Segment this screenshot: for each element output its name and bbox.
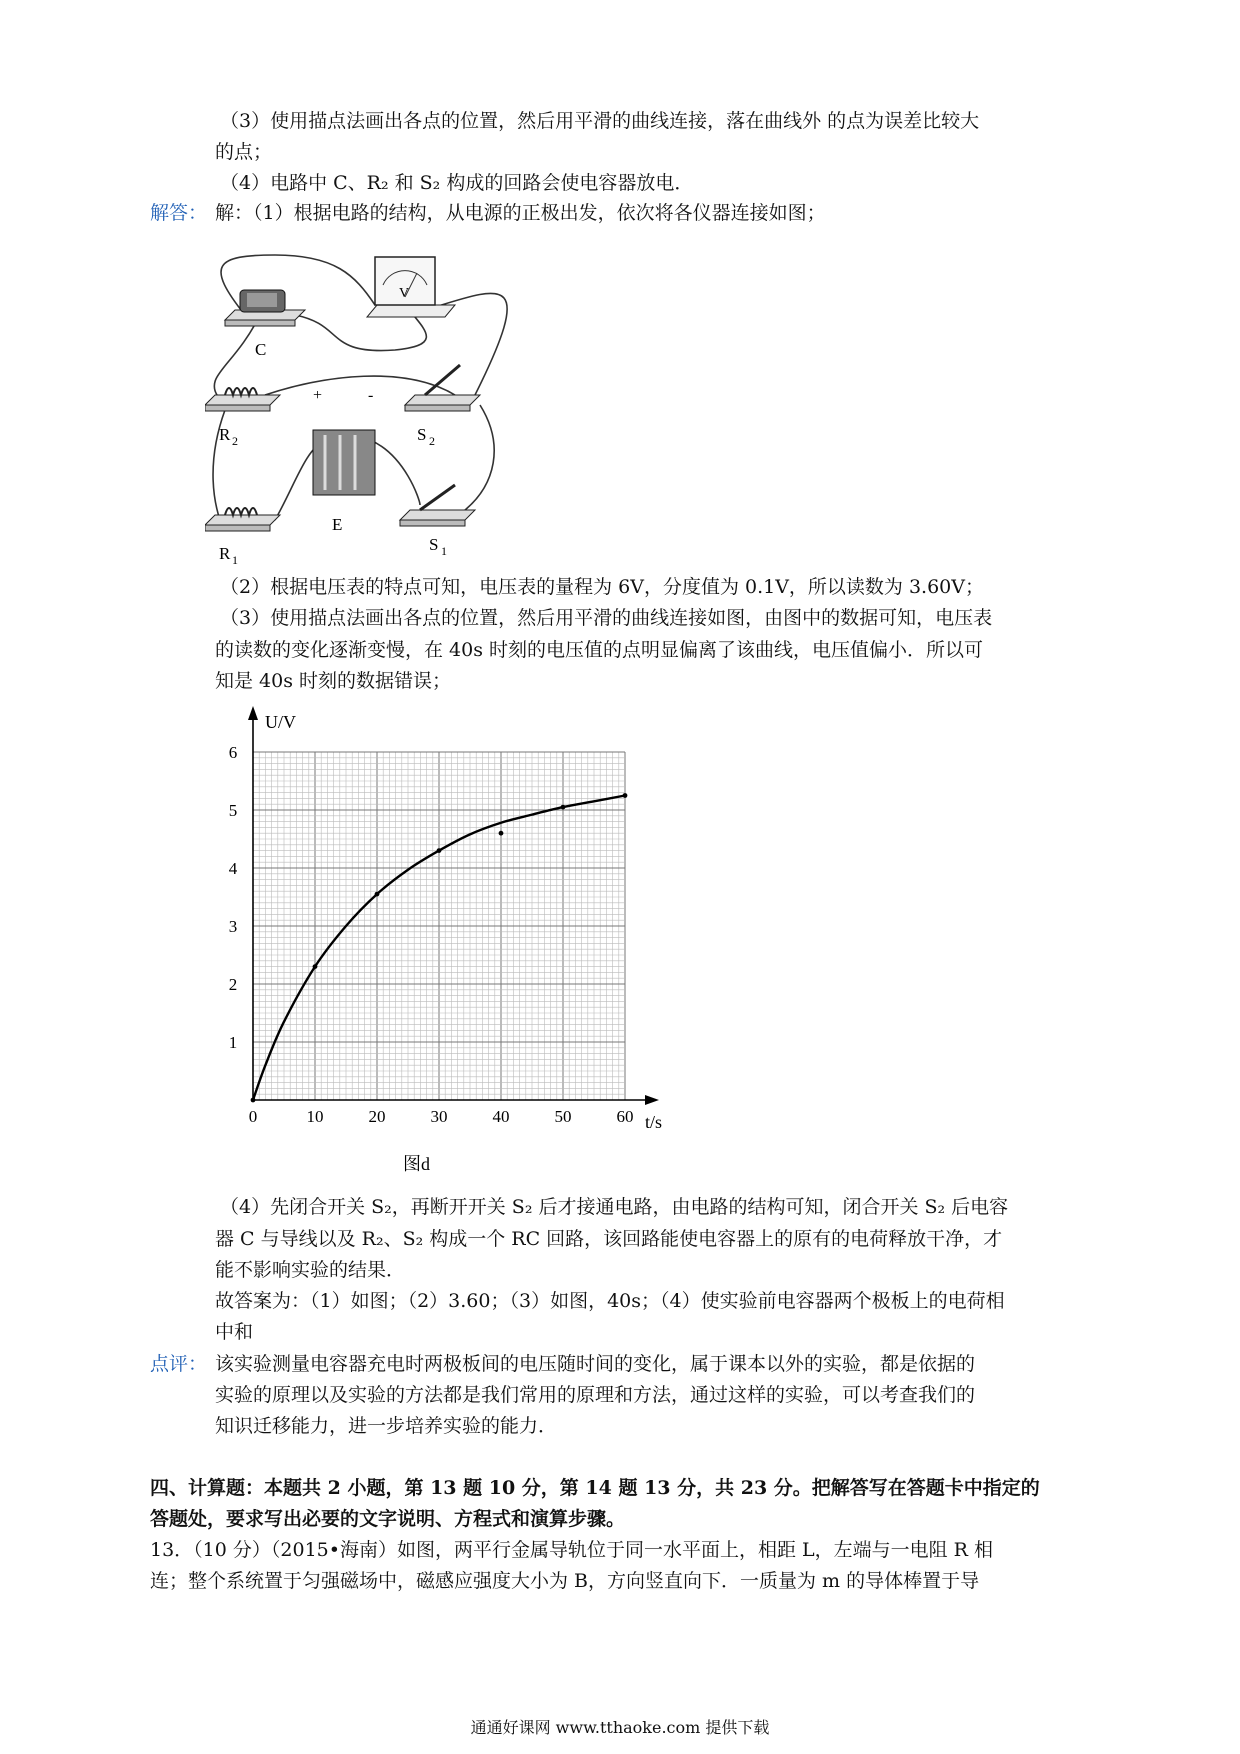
resistor-r1 bbox=[205, 508, 280, 567]
data-point bbox=[499, 831, 504, 836]
label-r2: R bbox=[219, 425, 231, 444]
question-13-line-1: 13．（10 分）（2015•海南）如图，两平行金属导轨位于同一水平面上，相距 L，左端与一电阻 R 相 bbox=[150, 1539, 993, 1561]
answer-3-line-1: （3）使用描点法画出各点的位置，然后用平滑的曲线连接如图，由图中的数据可知，电压表 bbox=[220, 607, 993, 629]
answer-label: 解答： bbox=[150, 202, 208, 224]
hint-4: （4）电路中 C、R₂ 和 S₂ 构成的回路会使电容器放电． bbox=[220, 172, 694, 194]
chart-caption: 图d bbox=[403, 1154, 430, 1174]
label-c: C bbox=[255, 340, 267, 359]
circuit-diagram bbox=[205, 245, 545, 575]
x-axis-arrow bbox=[645, 1095, 659, 1105]
review-line-1: 该实验测量电容器充电时两极板间的电压随时间的变化，属于课本以外的实验，都是依据的 bbox=[215, 1353, 976, 1375]
x-tick-label: 10 bbox=[306, 1107, 324, 1126]
y-tick-label: 3 bbox=[228, 917, 238, 936]
label-s1: S bbox=[429, 535, 439, 554]
voltage-time-chart bbox=[205, 700, 675, 1180]
data-point bbox=[623, 793, 628, 798]
switch-s2 bbox=[405, 365, 480, 448]
question-13-line-2: 连；整个系统置于匀强磁场中，磁感应强度大小为 B，方向竖直向下．一质量为 m 的导体棒置于导 bbox=[150, 1570, 980, 1592]
capacitor bbox=[225, 290, 305, 359]
label-s2-sub: 2 bbox=[429, 434, 435, 448]
x-tick-label: 40 bbox=[492, 1107, 510, 1126]
voltmeter bbox=[367, 257, 455, 317]
data-point bbox=[313, 964, 318, 969]
y-tick-label: 6 bbox=[228, 743, 238, 762]
label-r2-sub: 2 bbox=[232, 434, 238, 448]
answer-1: 解：（1）根据电路的结构，从电源的正极出发，依次将各仪器连接如图； bbox=[215, 202, 826, 224]
label-plus: + bbox=[313, 387, 323, 404]
hint-3-line-1: （3）使用描点法画出各点的位置，然后用平滑的曲线连接，落在曲线外 的点为误差比较大 bbox=[220, 110, 980, 132]
label-e: E bbox=[332, 515, 343, 534]
x-tick-label: 0 bbox=[248, 1107, 258, 1126]
data-point bbox=[437, 848, 442, 853]
y-tick-label: 1 bbox=[228, 1033, 238, 1052]
label-s1-sub: 1 bbox=[441, 544, 447, 558]
final-answer-line-1: 故答案为：（1）如图；（2）3.60；（3）如图，40s；（4）使实验前电容器两个极板上的电荷相 bbox=[215, 1290, 1005, 1312]
chart-axes bbox=[248, 706, 659, 1105]
section-4-heading-line-1: 四、计算题：本题共 2 小题，第 13 题 10 分，第 14 题 13 分，共 23 分。把解答写在答题卡中指定的 bbox=[150, 1477, 1040, 1499]
label-r1: R bbox=[219, 544, 231, 563]
answer-4-line-1: （4）先闭合开关 S₂，再断开开关 S₂ 后才接通电路，由电路的结构可知，闭合开关 S₂ 后电容 bbox=[220, 1196, 1009, 1218]
chart-grid bbox=[253, 752, 625, 1100]
answer-2: （2）根据电压表的特点可知，电压表的量程为 6V，分度值为 0.1V，所以读数为 3.60V； bbox=[220, 576, 984, 598]
page-footer: 通通好课网 www.tthaoke.com 提供下载 bbox=[470, 1718, 770, 1737]
y-tick-label: 2 bbox=[228, 975, 238, 994]
data-point bbox=[251, 1098, 256, 1103]
answer-3-line-2: 的读数的变化逐渐变慢，在 40s 时刻的电压值的点明显偏离了该曲线，电压值偏小．所以可 bbox=[215, 639, 984, 661]
x-tick-label: 60 bbox=[616, 1107, 634, 1126]
chart-ticks bbox=[229, 743, 634, 1126]
battery bbox=[313, 387, 375, 534]
hint-3-line-2: 的点； bbox=[215, 141, 273, 163]
y-tick-label: 5 bbox=[228, 801, 238, 820]
x-tick-label: 30 bbox=[430, 1107, 448, 1126]
label-v: V bbox=[399, 286, 410, 301]
label-minus: - bbox=[368, 387, 374, 404]
y-tick-label: 4 bbox=[228, 859, 238, 878]
data-point bbox=[375, 892, 380, 897]
x-tick-label: 20 bbox=[368, 1107, 386, 1126]
final-answer-line-2: 中和 bbox=[215, 1321, 254, 1343]
review-line-3: 知识迁移能力，进一步培养实验的能力． bbox=[215, 1415, 558, 1437]
review-line-2: 实验的原理以及实验的方法都是我们常用的原理和方法，通过这样的实验，可以考查我们的 bbox=[215, 1384, 976, 1406]
answer-4-line-3: 能不影响实验的结果． bbox=[215, 1259, 406, 1281]
x-axis-label: t/s bbox=[645, 1112, 663, 1132]
answer-3-line-3: 知是 40s 时刻的数据错误； bbox=[215, 670, 452, 692]
x-tick-label: 50 bbox=[554, 1107, 572, 1126]
switch-s1 bbox=[400, 485, 475, 558]
label-s2: S bbox=[417, 425, 427, 444]
review-label: 点评： bbox=[150, 1353, 208, 1375]
answer-4-line-2: 器 C 与导线以及 R₂、S₂ 构成一个 RC 回路，该回路能使电容器上的原有的电荷释放干净，才 bbox=[215, 1228, 1003, 1250]
y-axis-arrow bbox=[248, 706, 258, 720]
data-point bbox=[561, 805, 566, 810]
y-axis-label: U/V bbox=[265, 712, 296, 732]
section-4-heading-line-2: 答题处，要求写出必要的文字说明、方程式和演算步骤。 bbox=[150, 1508, 626, 1530]
label-r1-sub: 1 bbox=[232, 553, 238, 567]
